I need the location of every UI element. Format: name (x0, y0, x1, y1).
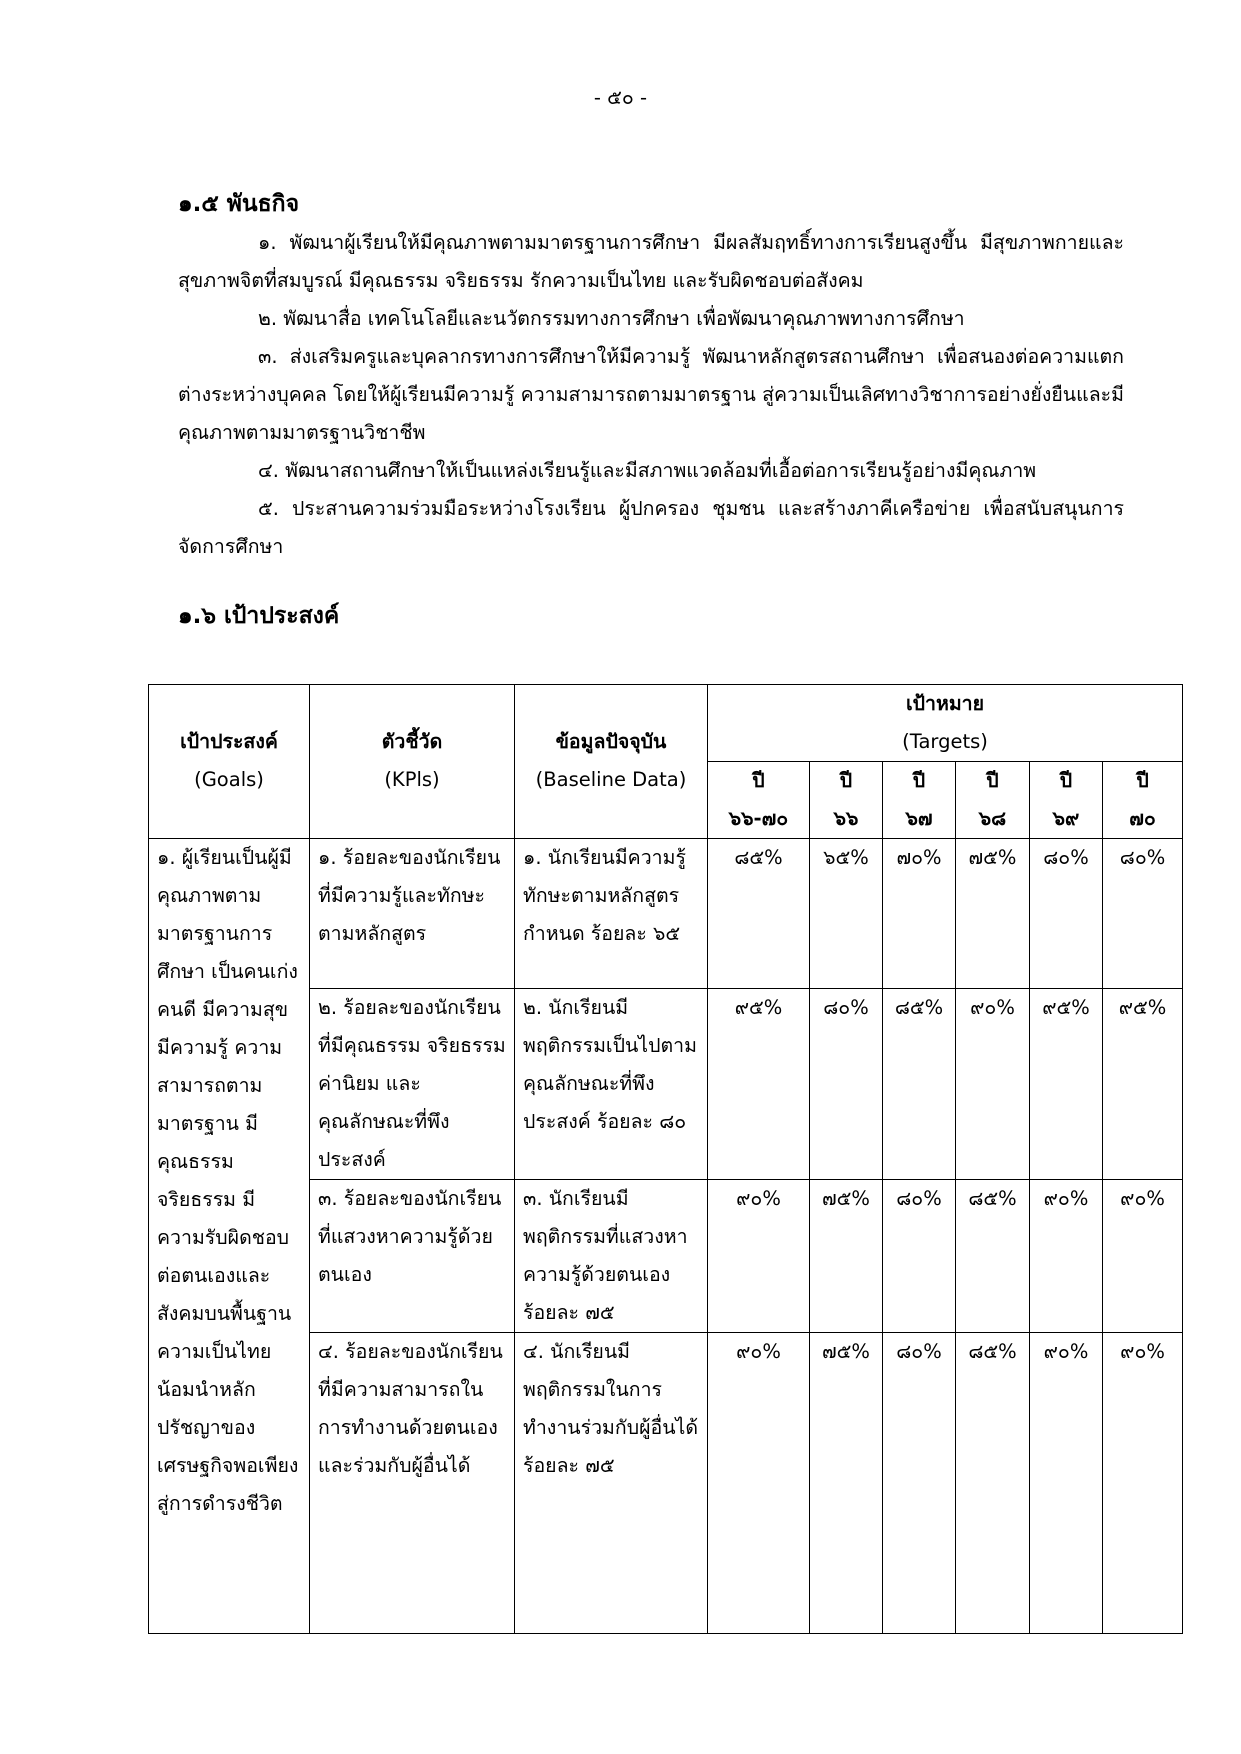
year-value: ๖๖ (833, 807, 859, 830)
kpi-cell: ๒. ร้อยละของนักเรียนที่มีคุณธรรม จริยธรรม ค่านิยม และคุณลักษณะที่พึงประสงค์ (310, 989, 515, 1180)
mission-item: ๑. พัฒนาผู้เรียนให้มีคุณภาพตามมาตรฐานการศึกษา มีผลสัมฤทธิ์ทางการเรียนสูงขึ้น มีสุขภาพกายและสุขภาพจิตที่สมบูรณ์ มีคุณธรรม จริยธรรม รักความเป็นไทย และรับผิดชอบต่อสังคม (178, 231, 1124, 292)
year-label: ปี (1059, 769, 1073, 792)
baseline-header-th: ข้อมูลปัจจุบัน (555, 729, 667, 753)
goals-header (149, 685, 310, 839)
goal-cell: ๑. ผู้เรียนเป็นผู้มีคุณภาพตามมาตรฐานการศึกษา เป็นคนเก่ง คนดี มีความสุข มีความรู้ ความสามารถตามมาตรฐาน มีคุณธรรม จริยธรรม มีความรับผิดชอบต่อตนเองและสังคมบนพื้นฐานความเป็นไทย น้อมนำหลักปรัชญาของเศรษฐกิจพอเพียงสู่การดำรงชีวิต (149, 839, 310, 1634)
kpi-header (310, 685, 515, 839)
year-label: ปี (912, 769, 926, 792)
year-label: ปี (1136, 769, 1149, 792)
mission-item: ๔. พัฒนาสถานศึกษาให้เป็นแหล่งเรียนรู้และมีสภาพแวดล้อมที่เอื้อต่อการเรียนรู้อย่างมีคุณภาพ (258, 459, 1037, 482)
mission-list (178, 224, 1124, 566)
target-cell: ๙๐% (1030, 1180, 1103, 1333)
target-cell: ๙๐% (1103, 1180, 1183, 1333)
target-cell: ๙๐% (708, 1333, 810, 1634)
target-cell: ๘๐% (1103, 839, 1183, 989)
kpi-cell: ๑. ร้อยละของนักเรียนที่มีความรู้และทักษะตามหลักสูตร (310, 839, 515, 989)
target-cell: ๘๐% (1030, 839, 1103, 989)
target-cell: ๗๐% (883, 839, 956, 989)
target-cell: ๙๕% (708, 989, 810, 1180)
year-header (883, 762, 956, 839)
kpi-cell: ๓. ร้อยละของนักเรียนที่แสวงหาความรู้ด้วยตนเอง (310, 1180, 515, 1333)
mission-item: ๒. พัฒนาสื่อ เทคโนโลยีและนวัตกรรมทางการศึกษา เพื่อพัฒนาคุณภาพทางการศึกษา (258, 307, 965, 330)
kpi-header-th: ตัวชี้วัด (381, 729, 443, 753)
target-cell: ๘๐% (810, 989, 883, 1180)
target-cell: ๘๕% (883, 989, 956, 1180)
year-value: ๗๐ (1129, 807, 1156, 830)
objectives-heading: ๑.๖ เป้าประสงค์ (178, 603, 340, 629)
goals-header-th: เป้าประสงค์ (180, 729, 278, 753)
target-cell: ๙๐% (1103, 1333, 1183, 1634)
target-header-en: (Targets) (902, 730, 988, 753)
baseline-cell: ๒. นักเรียนมีพฤติกรรมเป็นไปตามคุณลักษณะที่พึงประสงค์ ร้อยละ ๘๐ (515, 989, 708, 1180)
year-label: ปี (752, 769, 765, 792)
target-cell: ๙๐% (708, 1180, 810, 1333)
baseline-cell: ๓. นักเรียนมีพฤติกรรมที่แสวงหาความรู้ด้วยตนเอง ร้อยละ ๗๕ (515, 1180, 708, 1333)
target-cell: ๙๐% (956, 989, 1030, 1180)
target-cell: ๙๐% (1030, 1333, 1103, 1634)
target-cell: ๙๕% (1030, 989, 1103, 1180)
mission-item: ๓. ส่งเสริมครูและบุคลากรทางการศึกษาให้มีความรู้ พัฒนาหลักสูตรสถานศึกษา เพื่อสนองต่อความแตกต่างระหว่างบุคคล โดยให้ผู้เรียนมีความรู้ ความสามารถตามมาตรฐาน สู่ความเป็นเลิศทางวิชาการอย่างยั่งยืนและมีคุณภาพตามมาตรฐานวิชาชีพ (178, 345, 1124, 444)
target-cell: ๗๕% (810, 1180, 883, 1333)
year-header (708, 762, 810, 839)
year-label: ปี (839, 769, 853, 792)
kpi-header-en: (KPls) (384, 767, 440, 791)
target-cell: ๙๕% (1103, 989, 1183, 1180)
year-value: ๖๘ (978, 807, 1007, 830)
year-label: ปี (986, 769, 999, 792)
target-cell: ๗๕% (810, 1333, 883, 1634)
table-row (149, 839, 1183, 989)
goals-header-en: (Goals) (194, 767, 264, 791)
target-header (708, 685, 1183, 762)
baseline-header-en: (Baseline Data) (535, 767, 687, 791)
objectives-table (148, 684, 1183, 1634)
target-cell: ๘๕% (708, 839, 810, 989)
mission-item: ๕. ประสานความร่วมมือระหว่างโรงเรียน ผู้ปกครอง ชุมชน และสร้างภาคีเครือข่าย เพื่อสนับสนุนการจัดการศึกษา (178, 497, 1124, 558)
target-cell: ๖๕% (810, 839, 883, 989)
kpi-cell: ๔. ร้อยละของนักเรียนที่มีความสามารถในการทำงานด้วยตนเองและร่วมกับผู้อื่นได้ (310, 1333, 515, 1634)
year-header (810, 762, 883, 839)
baseline-header (515, 685, 708, 839)
baseline-cell: ๑. นักเรียนมีความรู้ทักษะตามหลักสูตรกำหนด ร้อยละ ๖๕ (515, 839, 708, 989)
target-cell: ๘๕% (956, 1333, 1030, 1634)
target-cell: ๘๕% (956, 1180, 1030, 1333)
page-number: - ๕๐ - (593, 86, 648, 109)
target-cell: ๘๐% (883, 1333, 956, 1634)
baseline-cell: ๔. นักเรียนมีพฤติกรรมในการทำงานร่วมกับผู้อื่นได้ ร้อยละ ๗๕ (515, 1333, 708, 1634)
year-header (1030, 762, 1103, 839)
target-header-th: เป้าหมาย (905, 692, 985, 715)
year-value: ๖๙ (1052, 807, 1080, 830)
year-header (956, 762, 1030, 839)
year-value: ๖๖-๗๐ (728, 807, 789, 830)
year-value: ๖๗ (905, 807, 933, 830)
year-header (1103, 762, 1183, 839)
target-cell: ๘๐% (883, 1180, 956, 1333)
target-cell: ๗๕% (956, 839, 1030, 989)
mission-heading: ๑.๕ พันธกิจ (178, 191, 300, 217)
